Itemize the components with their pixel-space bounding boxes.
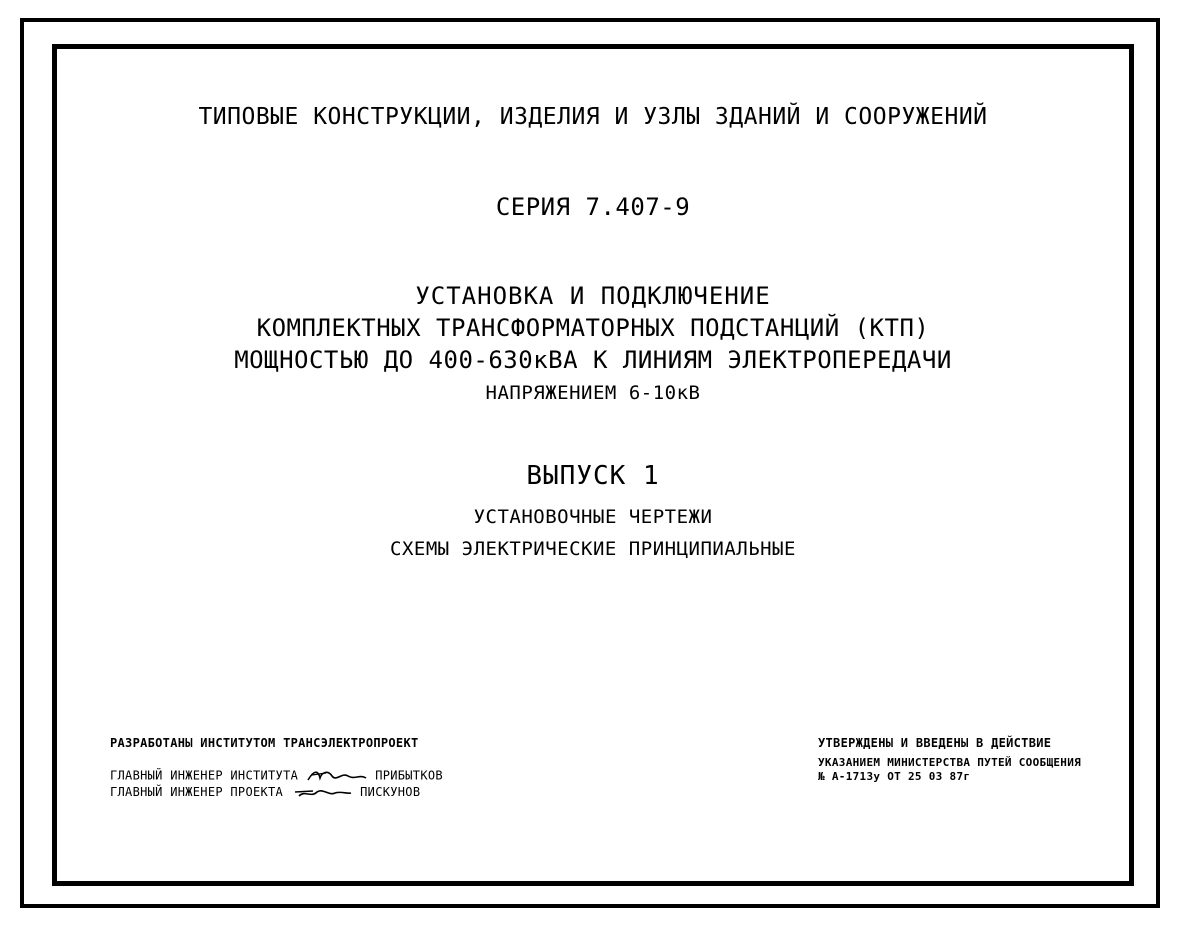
approval-line-2: УКАЗАНИЕМ МИНИСТЕРСТВА ПУТЕЙ СООБЩЕНИЯ <box>818 756 1082 769</box>
subject-line-2: КОМПЛЕКТНЫХ ТРАНСФОРМАТОРНЫХ ПОДСТАНЦИЙ (КТП) <box>256 314 930 342</box>
developer-label: РАЗРАБОТАНЫ ИНСТИТУТОМ ТРАНСЭЛЕКТРОПРОЕКТ <box>110 736 419 750</box>
signature-icon <box>306 768 368 784</box>
chief-institute-name: ПРИБЫТКОВ <box>375 768 443 783</box>
chief-project-name: ПИСКУНОВ <box>360 785 421 799</box>
document-title: ТИПОВЫЕ КОНСТРУКЦИИ, ИЗДЕЛИЯ И УЗЛЫ ЗДАНИЙ И СООРУЖЕНИЙ <box>198 104 988 130</box>
series-number: СЕРИЯ 7.407-9 <box>495 193 691 221</box>
subject-line-3: МОЩНОСТЬЮ ДО 400-630кВА К ЛИНИЯМ ЭЛЕКТРОПЕРЕДАЧИ <box>234 346 952 374</box>
issue-title: ВЫПУСК 1 <box>526 461 660 491</box>
subject-line-1: УСТАНОВКА И ПОДКЛЮЧЕНИЕ <box>415 282 771 310</box>
chief-engineer-institute <box>110 768 443 784</box>
subject-line-4: НАПРЯЖЕНИЕМ 6-10кВ <box>485 382 701 404</box>
issue-line-1: УСТАНОВОЧНЫЕ ЧЕРТЕЖИ <box>473 506 713 528</box>
issue-line-2: СХЕМЫ ЭЛЕКТРИЧЕСКИЕ ПРИНЦИПИАЛЬНЫЕ <box>390 538 796 560</box>
chief-institute-role: ГЛАВНЫЙ ИНЖЕНЕР ИНСТИТУТА <box>110 768 299 783</box>
chief-engineer-project <box>110 785 420 800</box>
approval-line-1: УТВЕРЖДЕНЫ И ВВЕДЕНЫ В ДЕЙСТВИЕ <box>818 736 1052 750</box>
signature-icon <box>291 786 353 800</box>
approval-line-3: № А-1713у ОТ 25 03 87г <box>818 770 971 783</box>
chief-project-role: ГЛАВНЫЙ ИНЖЕНЕР ПРОЕКТА <box>110 785 284 799</box>
